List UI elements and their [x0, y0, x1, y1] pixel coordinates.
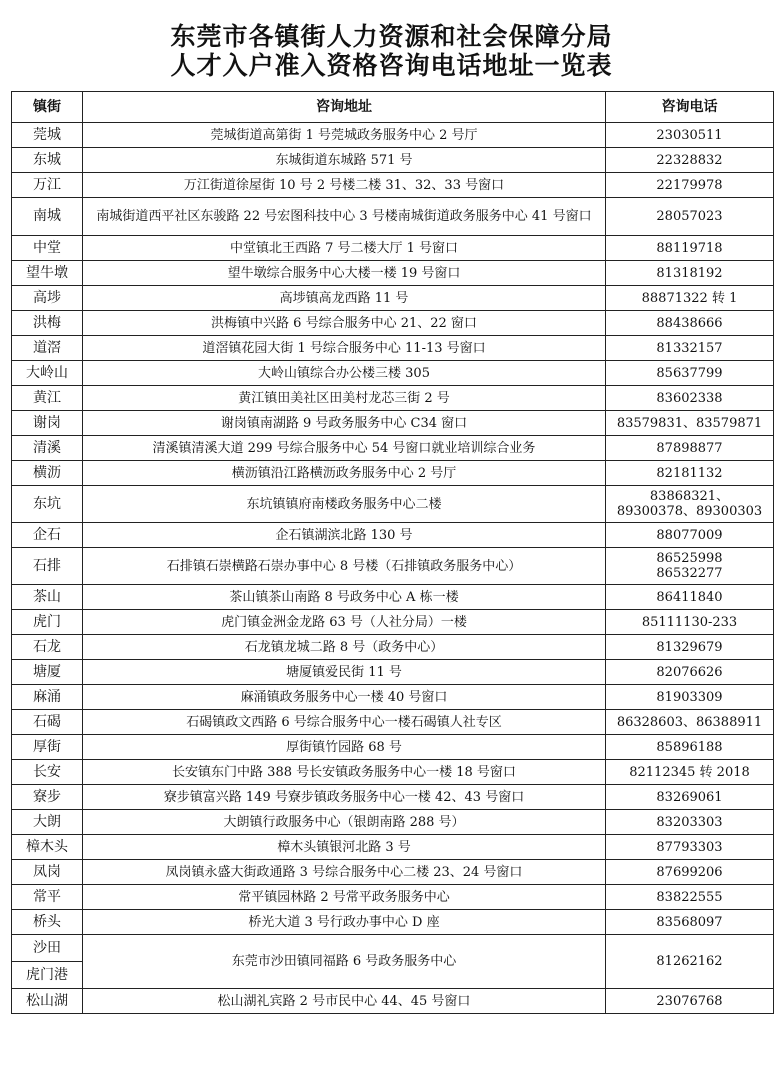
table-row: [12, 548, 774, 585]
address-cell: 道滘镇花园大街 1 号综合服务中心 11-13 号窗口: [83, 336, 606, 361]
phone-cell: 81903309: [606, 685, 774, 710]
town-cell: 高埗: [12, 286, 83, 311]
page-title-line2: 人才入户准入资格咨询电话地址一览表: [170, 51, 613, 80]
table-row: [12, 386, 774, 411]
table-row: [12, 835, 774, 860]
town-cell: 东城: [12, 148, 83, 173]
table-row: [12, 436, 774, 461]
phone-cell: 82076626: [606, 660, 774, 685]
address-cell: 东城街道东城路 571 号: [83, 148, 606, 173]
header-town: 镇街: [12, 92, 83, 123]
address-cell: 横沥镇沿江路横沥政务服务中心 2 号厅: [83, 461, 606, 486]
phone-cell: 87699206: [606, 860, 774, 885]
address-cell: 谢岗镇南湖路 9 号政务服务中心 C34 窗口: [83, 411, 606, 436]
town-cell: 谢岗: [12, 411, 83, 436]
address-cell: 大朗镇行政服务中心（银朗南路 288 号）: [83, 810, 606, 835]
table-row: [12, 585, 774, 610]
town-cell: 沙田: [12, 935, 83, 962]
table-row: [12, 910, 774, 935]
phone-cell: 22179978: [606, 173, 774, 198]
table-row: [12, 486, 774, 523]
phone-cell: 83822555: [606, 885, 774, 910]
town-cell: 寮步: [12, 785, 83, 810]
phone-cell: 87898877: [606, 436, 774, 461]
address-cell: 企石镇湖滨北路 130 号: [83, 523, 606, 548]
table-row: [12, 760, 774, 785]
contact-table: [11, 91, 774, 1014]
address-cell: 寮步镇富兴路 149 号寮步镇政务服务中心一楼 42、43 号窗口: [83, 785, 606, 810]
phone-line-1: 83868321、: [649, 489, 730, 504]
table-row: [12, 710, 774, 735]
table-row: [12, 935, 774, 962]
phone-cell: 81329679: [606, 635, 774, 660]
table-row: [12, 610, 774, 635]
address-cell: 茶山镇茶山南路 8 号政务中心 A 栋一楼: [83, 585, 606, 610]
phone-cell: [606, 548, 774, 585]
phone-cell: 23076768: [606, 989, 774, 1014]
phone-cell: 83269061: [606, 785, 774, 810]
address-cell: 长安镇东门中路 388 号长安镇政务服务中心一楼 18 号窗口: [83, 760, 606, 785]
town-cell: 横沥: [12, 461, 83, 486]
table-header-row: [12, 92, 774, 123]
table-row: [12, 735, 774, 760]
phone-cell: 81332157: [606, 336, 774, 361]
address-cell: 桥光大道 3 号行政办事中心 D 座: [83, 910, 606, 935]
town-cell: 塘厦: [12, 660, 83, 685]
phone-cell: 88119718: [606, 236, 774, 261]
phone-cell: 82181132: [606, 461, 774, 486]
town-cell: 石龙: [12, 635, 83, 660]
table-row: [12, 860, 774, 885]
table-row: [12, 123, 774, 148]
table-row: [12, 810, 774, 835]
town-cell: 石碣: [12, 710, 83, 735]
address-cell: 高埗镇高龙西路 11 号: [83, 286, 606, 311]
town-cell: 茶山: [12, 585, 83, 610]
table-body: [12, 123, 774, 1014]
address-cell: 黄江镇田美社区田美村龙芯三街 2 号: [83, 386, 606, 411]
town-cell: 虎门港: [12, 962, 83, 989]
phone-line-2: 86532277: [656, 566, 723, 581]
town-cell: 南城: [12, 198, 83, 236]
phone-cell: 81262162: [606, 935, 774, 989]
address-cell: 大岭山镇综合办公楼三楼 305: [83, 361, 606, 386]
town-cell: 松山湖: [12, 989, 83, 1014]
phone-cell: 87793303: [606, 835, 774, 860]
address-cell: 石排镇石崇横路石崇办事中心 8 号楼（石排镇政务服务中心）: [83, 548, 606, 585]
phone-cell: 88077009: [606, 523, 774, 548]
page-title-line1: 东莞市各镇街人力资源和社会保障分局: [170, 22, 613, 51]
town-cell: 万江: [12, 173, 83, 198]
table-row: [12, 635, 774, 660]
address-cell: 洪梅镇中兴路 6 号综合服务中心 21、22 窗口: [83, 311, 606, 336]
town-cell: 常平: [12, 885, 83, 910]
town-cell: 厚街: [12, 735, 83, 760]
town-cell: 虎门: [12, 610, 83, 635]
address-cell: 望牛墩综合服务中心大楼一楼 19 号窗口: [83, 261, 606, 286]
phone-cell: 82112345 转 2018: [606, 760, 774, 785]
address-cell: 塘厦镇爱民街 11 号: [83, 660, 606, 685]
phone-cell: [606, 486, 774, 523]
address-cell: 松山湖礼宾路 2 号市民中心 44、45 号窗口: [83, 989, 606, 1014]
town-cell: 洪梅: [12, 311, 83, 336]
table-row: [12, 523, 774, 548]
address-cell: 石龙镇龙城二路 8 号（政务中心）: [83, 635, 606, 660]
address-cell: 万江街道徐屋街 10 号 2 号楼二楼 31、32、33 号窗口: [83, 173, 606, 198]
town-cell: 石排: [12, 548, 83, 585]
phone-line-2: 89300378、89300303: [616, 504, 763, 519]
table-row: [12, 261, 774, 286]
phone-cell: 83579831、83579871: [606, 411, 774, 436]
phone-cell: 28057023: [606, 198, 774, 236]
phone-cell: 83602338: [606, 386, 774, 411]
town-cell: 大岭山: [12, 361, 83, 386]
town-cell: 樟木头: [12, 835, 83, 860]
phone-cell: 23030511: [606, 123, 774, 148]
phone-cell: 85111130-233: [606, 610, 774, 635]
table-row: [12, 885, 774, 910]
table-row: [12, 785, 774, 810]
town-cell: 清溪: [12, 436, 83, 461]
address-cell: 清溪镇清溪大道 299 号综合服务中心 54 号窗口就业培训综合业务: [83, 436, 606, 461]
phone-cell: 83203303: [606, 810, 774, 835]
phone-cell: 88438666: [606, 311, 774, 336]
table-row: [12, 685, 774, 710]
phone-cell: 88871322 转 1: [606, 286, 774, 311]
table-row: [12, 173, 774, 198]
phone-cell: 85896188: [606, 735, 774, 760]
table-row: [12, 286, 774, 311]
address-cell: 厚街镇竹园路 68 号: [83, 735, 606, 760]
phone-cell: 83568097: [606, 910, 774, 935]
table-row: [12, 660, 774, 685]
address-cell: 麻涌镇政务服务中心一楼 40 号窗口: [83, 685, 606, 710]
address-cell: 樟木头镇银河北路 3 号: [83, 835, 606, 860]
town-cell: 中堂: [12, 236, 83, 261]
town-cell: 桥头: [12, 910, 83, 935]
phone-cell: 22328832: [606, 148, 774, 173]
table-row: [12, 336, 774, 361]
table-row: [12, 461, 774, 486]
address-cell: 常平镇园林路 2 号常平政务服务中心: [83, 885, 606, 910]
town-cell: 黄江: [12, 386, 83, 411]
address-cell: 石碣镇政文西路 6 号综合服务中心一楼石碣镇人社专区: [83, 710, 606, 735]
town-cell: 道滘: [12, 336, 83, 361]
table-row: [12, 236, 774, 261]
town-cell: 望牛墩: [12, 261, 83, 286]
header-phone: 咨询电话: [606, 92, 774, 123]
table-row: [12, 198, 774, 236]
table-row: [12, 989, 774, 1014]
address-cell: 东莞市沙田镇同福路 6 号政务服务中心: [83, 935, 606, 989]
town-cell: 长安: [12, 760, 83, 785]
phone-cell: 86328603、86388911: [606, 710, 774, 735]
phone-line-1: 86525998: [656, 551, 723, 566]
table-row: [12, 361, 774, 386]
town-cell: 大朗: [12, 810, 83, 835]
address-cell: 东坑镇镇府南楼政务服务中心二楼: [83, 486, 606, 523]
address-cell: 虎门镇金洲金龙路 63 号（人社分局）一楼: [83, 610, 606, 635]
phone-cell: 81318192: [606, 261, 774, 286]
town-cell: 凤岗: [12, 860, 83, 885]
address-cell: 凤岗镇永盛大街政通路 3 号综合服务中心二楼 23、24 号窗口: [83, 860, 606, 885]
table-row: [12, 311, 774, 336]
town-cell: 企石: [12, 523, 83, 548]
address-cell: 莞城街道高第街 1 号莞城政务服务中心 2 号厅: [83, 123, 606, 148]
town-cell: 麻涌: [12, 685, 83, 710]
table-row: [12, 148, 774, 173]
header-address: 咨询地址: [83, 92, 606, 123]
town-cell: 莞城: [12, 123, 83, 148]
town-cell: 东坑: [12, 486, 83, 523]
address-cell: 南城街道西平社区东骏路 22 号宏图科技中心 3 号楼南城街道政务服务中心 41 号窗口: [83, 198, 606, 236]
phone-cell: 86411840: [606, 585, 774, 610]
phone-cell: 85637799: [606, 361, 774, 386]
table-row: [12, 411, 774, 436]
address-cell: 中堂镇北王西路 7 号二楼大厅 1 号窗口: [83, 236, 606, 261]
